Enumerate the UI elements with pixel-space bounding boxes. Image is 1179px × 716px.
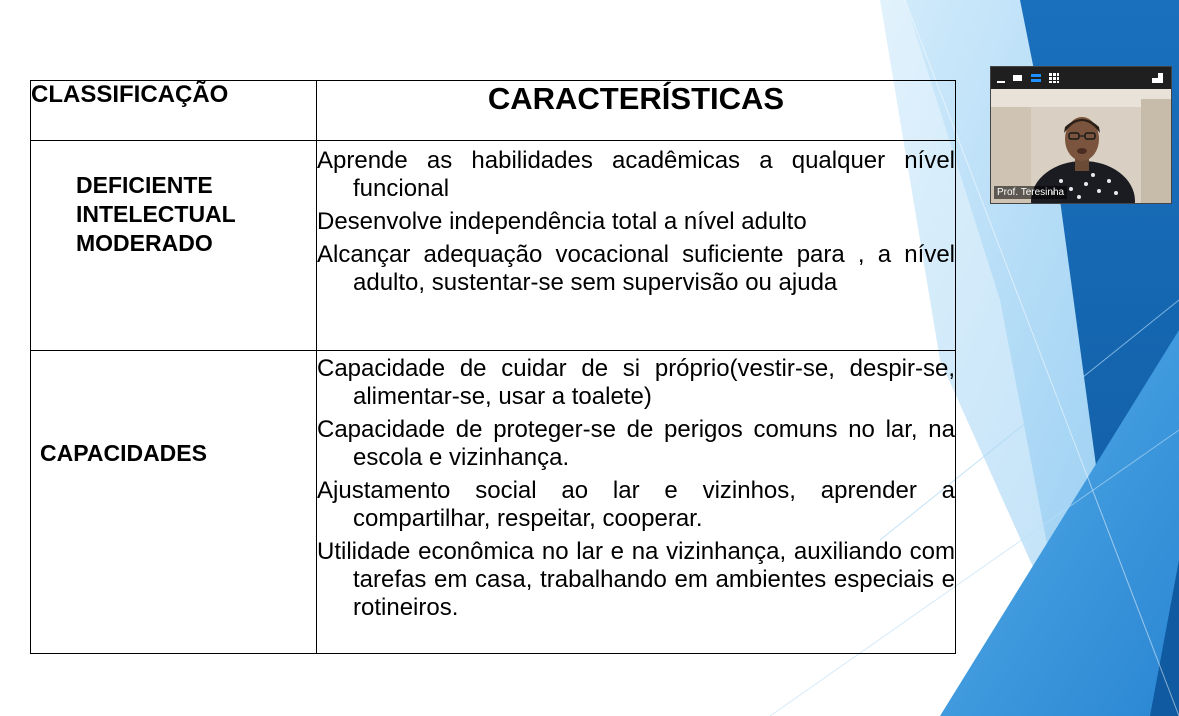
classification-table [30,80,956,654]
video-toolbar [991,67,1171,89]
row-label [31,141,316,258]
row-label-line: MODERADO [76,230,213,256]
table-header-row [31,81,956,141]
row-label-line: DEFICIENTE [76,172,213,198]
expand-icon[interactable] [1152,73,1163,83]
video-thumbnail-window[interactable] [990,66,1172,204]
table-row [31,351,956,654]
row-label [31,351,316,468]
list-item: Aprende as habilidades acadêmicas a qualquer nível funcional [317,147,955,202]
row-label-line: INTELECTUAL [76,201,236,227]
list-item: Capacidade de proteger-se de perigos comuns no lar, na escola e vizinhança. [317,416,955,471]
row-label-line: CAPACIDADES [40,440,207,466]
header-classification: CLASSIFICAÇÃO [31,81,317,141]
stacked-view-icon[interactable] [1031,73,1041,83]
single-view-icon[interactable] [1013,73,1022,83]
list-item: Alcançar adequação vocacional suficiente para , a nível adulto, sustentar-se sem supervisão ou ajuda [317,241,955,296]
list-item: Ajustamento social ao lar e vizinhos, aprender a compartilhar, respeitar, cooperar. [317,477,955,532]
header-characteristics: CARACTERÍSTICAS [317,81,956,141]
grid-view-icon[interactable] [1049,73,1059,83]
participant-video [991,89,1171,203]
table-row [31,141,956,351]
participant-name-label: Prof. Teresinha [994,186,1067,199]
list-item: Utilidade econômica no lar e na vizinhança, auxiliando com tarefas em casa, trabalhando em ambientes especiais e rotineiros. [317,538,955,621]
minimize-icon[interactable] [997,73,1005,83]
list-item: Capacidade de cuidar de si próprio(vestir-se, despir-se, alimentar-se, usar a toalete) [317,355,955,410]
list-item: Desenvolve independência total a nível adulto [317,208,807,235]
